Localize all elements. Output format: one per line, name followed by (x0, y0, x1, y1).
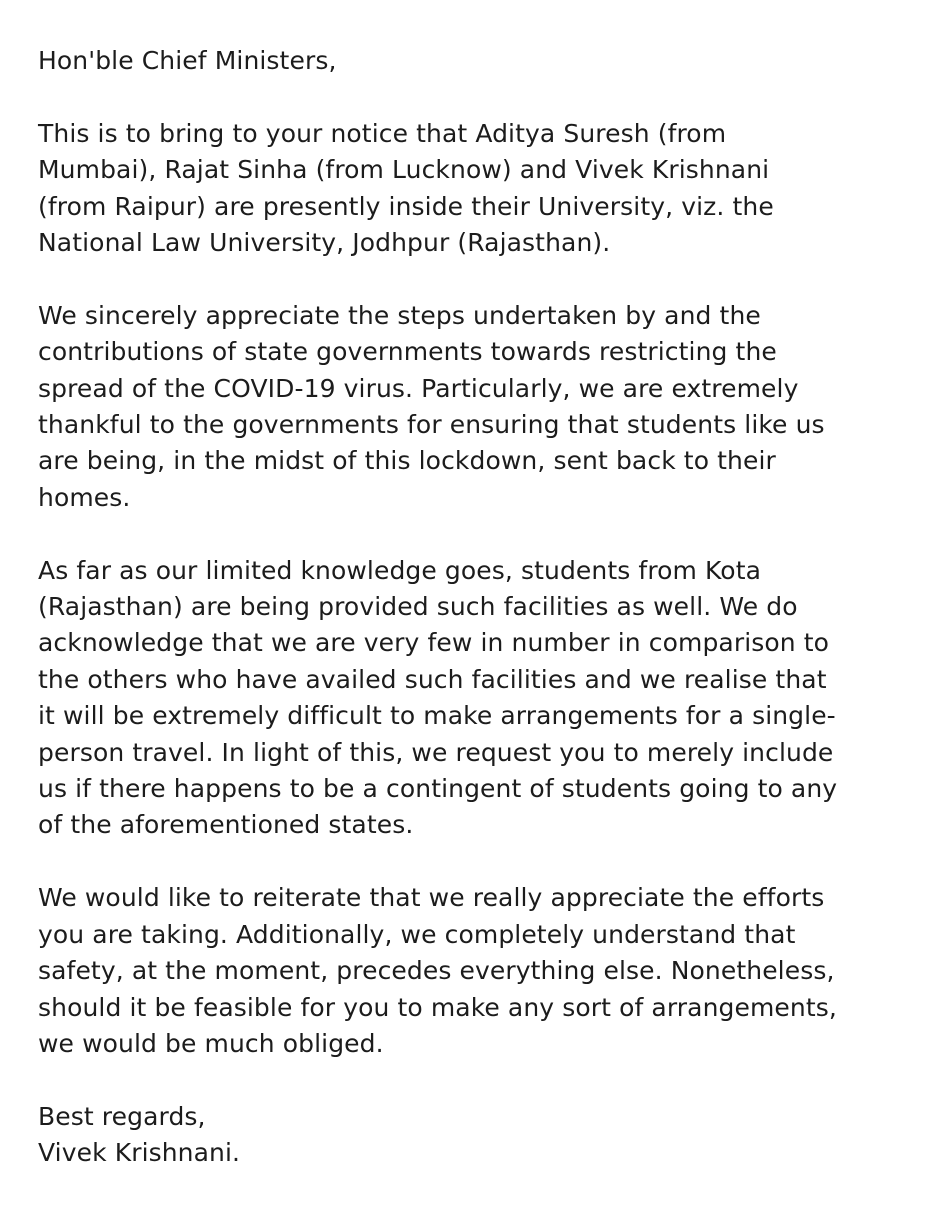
salutation (38, 43, 918, 79)
paragraph-line: National Law University, Jodhpur (Rajasthan). (38, 228, 611, 258)
paragraph-line: it will be extremely difficult to make arrangements for a single- (38, 701, 836, 731)
paragraph-4 (38, 880, 918, 1062)
paragraph-line: We would like to reiterate that we really appreciate the efforts (38, 883, 825, 913)
paragraph-line: contributions of state governments towards restricting the (38, 337, 777, 367)
salutation-text: Hon'ble Chief Ministers, (38, 46, 337, 75)
paragraph-line: spread of the COVID-19 virus. Particularly, we are extremely (38, 373, 799, 403)
signature-name: Vivek Krishnani. (38, 1138, 241, 1168)
paragraph-line: person travel. In light of this, we request you to merely include (38, 737, 834, 767)
paragraph-line: (Rajasthan) are being provided such facilities as well. We do (38, 592, 798, 622)
paragraph-line: you are taking. Additionally, we completely understand that (38, 919, 796, 949)
paragraph-line: homes. (38, 482, 131, 512)
paragraph-line: of the aforementioned states. (38, 810, 414, 840)
paragraph-line: us if there happens to be a contingent of students going to any (38, 774, 838, 804)
paragraph-3 (38, 553, 918, 844)
paragraph-line: thankful to the governments for ensuring that students like us (38, 410, 825, 440)
paragraph-line: safety, at the moment, precedes everything else. Nonetheless, (38, 956, 835, 986)
paragraph-line: should it be feasible for you to make any sort of arrangements, (38, 992, 837, 1022)
paragraph-line: This is to bring to your notice that Aditya Suresh (from (38, 118, 727, 148)
sign-off (38, 1099, 918, 1172)
paragraph-line: are being, in the midst of this lockdown, sent back to their (38, 446, 776, 476)
paragraph-line: (from Raipur) are presently inside their University, viz. the (38, 191, 774, 221)
paragraph-line: We sincerely appreciate the steps undertaken by and the (38, 300, 761, 330)
paragraph-line: the others who have availed such facilities and we realise that (38, 664, 827, 694)
paragraph-line: we would be much obliged. (38, 1028, 384, 1058)
paragraph-line: As far as our limited knowledge goes, students from Kota (38, 555, 762, 585)
paragraph-line: Mumbai), Rajat Sinha (from Lucknow) and Vivek Krishnani (38, 155, 770, 185)
paragraph-2 (38, 298, 918, 516)
letter-body (38, 43, 918, 1208)
closing-text: Best regards, (38, 1101, 206, 1131)
paragraph-line: acknowledge that we are very few in number in comparison to (38, 628, 830, 658)
paragraph-1 (38, 116, 918, 262)
